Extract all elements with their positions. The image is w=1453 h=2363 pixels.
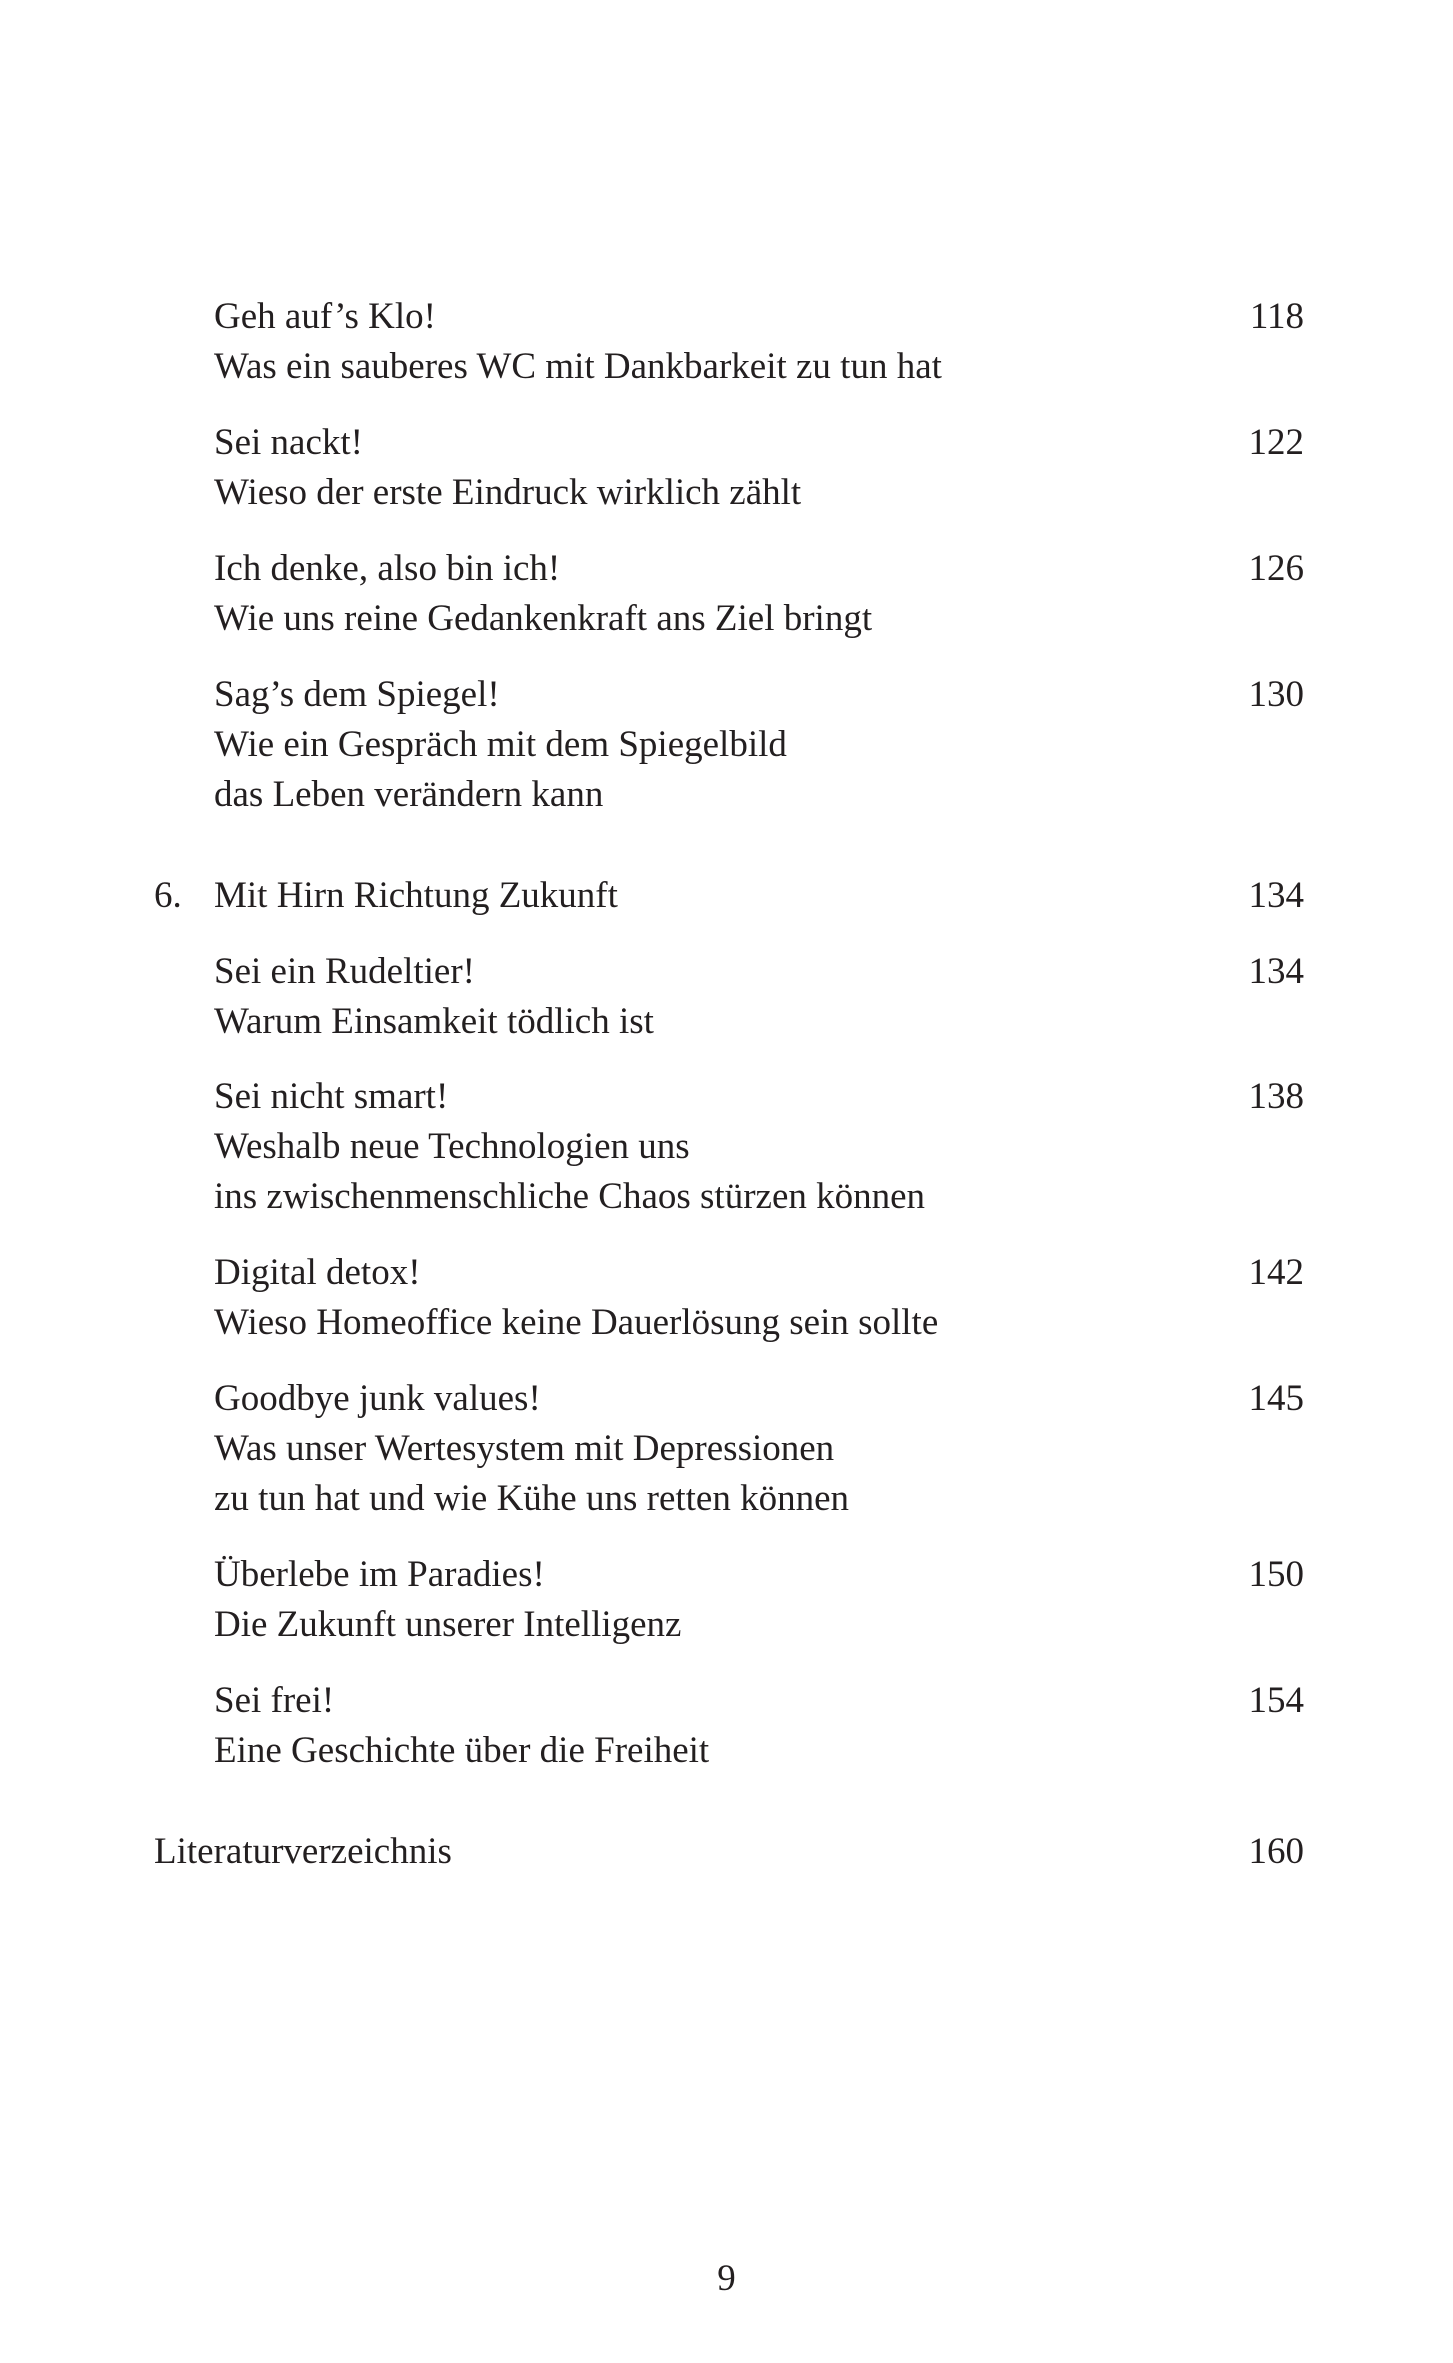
chapter-page: 134 (1248, 875, 1304, 916)
bibliography-page: 160 (1248, 1831, 1304, 1872)
toc-bibliography (154, 1827, 1304, 1877)
toc-entry (214, 292, 1304, 392)
toc-entry-subtitle: das Leben verändern kann (214, 774, 604, 815)
toc-entry (214, 947, 1304, 1047)
toc-entry (214, 418, 1304, 518)
toc-entry (214, 1550, 1304, 1650)
toc-entry-page: 142 (1248, 1252, 1304, 1293)
chapter-title: Mit Hirn Richtung Zukunft (214, 875, 618, 916)
bibliography-title: Literaturverzeichnis (154, 1831, 452, 1872)
toc-entry-page: 154 (1248, 1680, 1304, 1721)
toc-entry-title: Sei nicht smart! (214, 1076, 449, 1117)
toc-entry-subtitle: zu tun hat und wie Kühe uns retten können (214, 1478, 850, 1519)
toc-entry-title: Überlebe im Paradies! (214, 1554, 545, 1595)
toc-entry-subtitle: Weshalb neue Technologien uns (214, 1126, 690, 1167)
toc-entry-title: Ich denke, also bin ich! (214, 548, 561, 589)
chapter-number: 6. (154, 875, 182, 916)
toc-entry-title: Digital detox! (214, 1252, 421, 1293)
toc-entry-title: Geh auf’s Klo! (214, 296, 436, 337)
toc-entry-subtitle: Wie ein Gespräch mit dem Spiegelbild (214, 724, 787, 765)
toc-entry-page: 122 (1248, 422, 1304, 463)
toc-entry-subtitle: Wie uns reine Gedankenkraft ans Ziel bringt (214, 598, 873, 639)
toc-entry (214, 544, 1304, 644)
toc-entry-page: 145 (1248, 1378, 1304, 1419)
toc-entry-page: 150 (1248, 1554, 1304, 1595)
toc-entry-page: 118 (1249, 296, 1304, 337)
toc-entry-subtitle: Die Zukunft unserer Intelligenz (214, 1604, 682, 1645)
toc-entry-page: 138 (1248, 1076, 1304, 1117)
toc-entry-subtitle: Wieso der erste Eindruck wirklich zählt (214, 472, 802, 513)
toc-entry-subtitle: Eine Geschichte über die Freiheit (214, 1730, 710, 1771)
toc-entry-subtitle: Was unser Wertesystem mit Depressionen (214, 1428, 835, 1469)
page-number: 9 (717, 2258, 736, 2299)
toc-entry-title: Sag’s dem Spiegel! (214, 674, 500, 715)
toc-entry (214, 670, 1304, 820)
toc-chapter (154, 871, 1304, 921)
toc-entry-subtitle: ins zwischenmenschliche Chaos stürzen können (214, 1176, 926, 1217)
toc-entry-page: 134 (1248, 951, 1304, 992)
toc-entry-title: Sei ein Rudeltier! (214, 951, 475, 992)
toc-entry (214, 1374, 1304, 1524)
toc-entry-subtitle: Was ein sauberes WC mit Dankbarkeit zu tun hat (214, 346, 942, 387)
toc-entry-title: Goodbye junk values! (214, 1378, 541, 1419)
toc-entry (214, 1248, 1304, 1348)
toc-entry-page: 130 (1248, 674, 1304, 715)
toc-entry-page: 126 (1248, 548, 1304, 589)
toc-entry (214, 1676, 1304, 1776)
toc-entry-subtitle: Warum Einsamkeit tödlich ist (214, 1001, 654, 1042)
toc-entry-title: Sei frei! (214, 1680, 335, 1721)
toc-entry-title: Sei nackt! (214, 422, 363, 463)
toc-entry-subtitle: Wieso Homeoffice keine Dauerlösung sein sollte (214, 1302, 939, 1343)
toc-entry (214, 1072, 1304, 1222)
